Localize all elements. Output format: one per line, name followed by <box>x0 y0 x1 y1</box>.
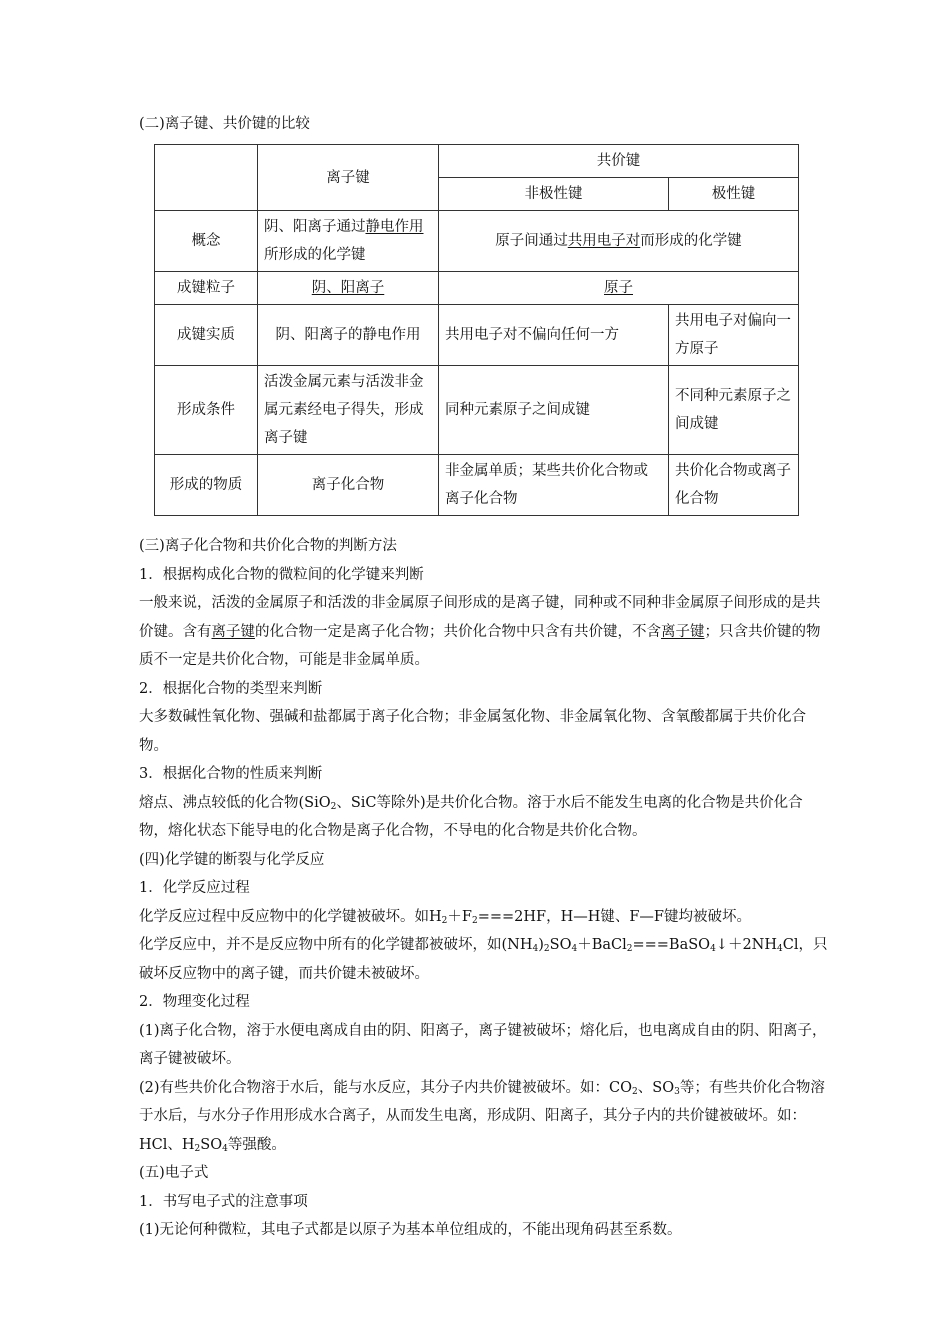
cell-ionic: 阴、阳离子的静电作用 <box>258 305 439 366</box>
row-label: 成键粒子 <box>155 272 258 305</box>
cell-nonpolar: 非金属单质；某些共价化合物或离子化合物 <box>439 455 669 516</box>
cell-ionic: 活泼金属元素与活泼非金属元素经电子得失，形成离子键 <box>258 366 439 455</box>
document-page <box>139 112 829 1245</box>
section-5-heading-1: 1．书写电子式的注意事项 <box>139 1193 308 1210</box>
table-row <box>155 211 799 272</box>
row-label: 形成的物质 <box>155 455 258 516</box>
row-label: 成键实质 <box>155 305 258 366</box>
section-4-heading-1: 1．化学反应过程 <box>139 880 250 896</box>
section-3-heading-3: 3．根据化合物的性质来判断 <box>139 766 323 782</box>
cell-covalent: 原子 <box>439 272 799 305</box>
section-4-title: (四)化学键的断裂与化学反应 <box>139 851 325 868</box>
header-nonpolar: 非极性键 <box>439 178 669 211</box>
row-label: 概念 <box>155 211 258 272</box>
section-4-paragraph-2: 化学反应中，并不是反应物中所有的化学键都被破坏，如$(NH_4)_2SO_4+BaCl_2===BaSO_4↓+2NH_4Cl$，只破坏反应物中的离子键，而共价键未被破坏。 <box>139 937 828 982</box>
cell-nonpolar: 同种元素原子之间成键 <box>439 366 669 455</box>
section-3-paragraph-1: 一般来说，活泼的金属原子和活泼的非金属原子间形成的是离子键，同种或不同种非金属原子间形成的是共价键。含有离子键的化合物一定是离子化合物；共价化合物中只含有共价键，不含离子键；只含共价键的物质不一定是共价化合物，可能是非金属单质。 <box>139 595 821 668</box>
cell-nonpolar: 共用电子对不偏向任何一方 <box>439 305 669 366</box>
cell-polar: 不同种元素原子之间成键 <box>669 366 799 455</box>
section-4-paragraph-4: (2)有些共价化合物溶于水后，能与水反应，其分子内共价键被破坏。如：$CO_2$、$SO_3$等；有些共价化合物溶于水后，与水分子作用形成水合离子，从而发生电离，形成阴、阳离子，其分子内的共价键被破坏。如：HCl、$H_2SO_4$等强酸。 <box>139 1079 825 1154</box>
section-3-paragraph-2: 大多数碱性氧化物、强碱和盐都属于离子化合物；非金属氢化物、非金属氧化物、含氧酸都属于共价化合物。 <box>139 709 806 754</box>
cell-polar: 共价化合物或离子化合物 <box>669 455 799 516</box>
cell-ionic: 阴、阳离子 <box>258 272 439 305</box>
header-covalent: 共价键 <box>439 145 799 178</box>
section-5-paragraph-1: (1)无论何种微粒，其电子式都是以原子为基本单位组成的，不能出现角码甚至系数。 <box>139 1222 682 1238</box>
bond-comparison-table <box>154 144 799 516</box>
header-polar: 极性键 <box>669 178 799 211</box>
section-5-title: (五)电子式 <box>139 1165 209 1181</box>
cell-polar: 共用电子对偏向一方原子 <box>669 305 799 366</box>
table-row <box>155 366 799 455</box>
section-3-heading-2: 2．根据化合物的类型来判断 <box>139 680 323 697</box>
table-row <box>155 305 799 366</box>
section-4-heading-2: 2．物理变化过程 <box>139 994 250 1010</box>
body-text <box>139 532 829 1245</box>
cell-ionic: 离子化合物 <box>258 455 439 516</box>
section-4-paragraph-1: 化学反应过程中反应物中的化学键被破坏。如$H_2+F_2===2HF$，H—H键、F—F键均被破坏。 <box>139 908 751 926</box>
table-header-row <box>155 145 799 178</box>
table-row <box>155 272 799 305</box>
section-4-paragraph-3: (1)离子化合物，溶于水便电离成自由的阴、阳离子，离子键被破坏；熔化后，也电离成自由的阴、阳离子，离子键被破坏。 <box>139 1022 827 1067</box>
table-row <box>155 455 799 516</box>
section-3-title: (三)离子化合物和共价化合物的判断方法 <box>139 538 397 554</box>
section-2-title: (二)离子键、共价键的比较 <box>139 116 310 132</box>
section-3-heading-1: 1．根据构成化合物的微粒间的化学键来判断 <box>139 566 424 583</box>
row-label: 形成条件 <box>155 366 258 455</box>
cell-covalent: 原子间通过共用电子对而形成的化学键 <box>439 211 799 272</box>
section-3-paragraph-3: 熔点、沸点较低的化合物(SiO$_2$、SiC等除外)是共价化合物。溶于水后不能发生电离的化合物是共价化合物，熔化状态下能导电的化合物是离子化合物，不导电的化合物是共价化合物。 <box>139 794 803 839</box>
cell-ionic: 阴、阳离子通过静电作用所形成的化学键 <box>258 211 439 272</box>
header-ionic: 离子键 <box>258 145 439 211</box>
